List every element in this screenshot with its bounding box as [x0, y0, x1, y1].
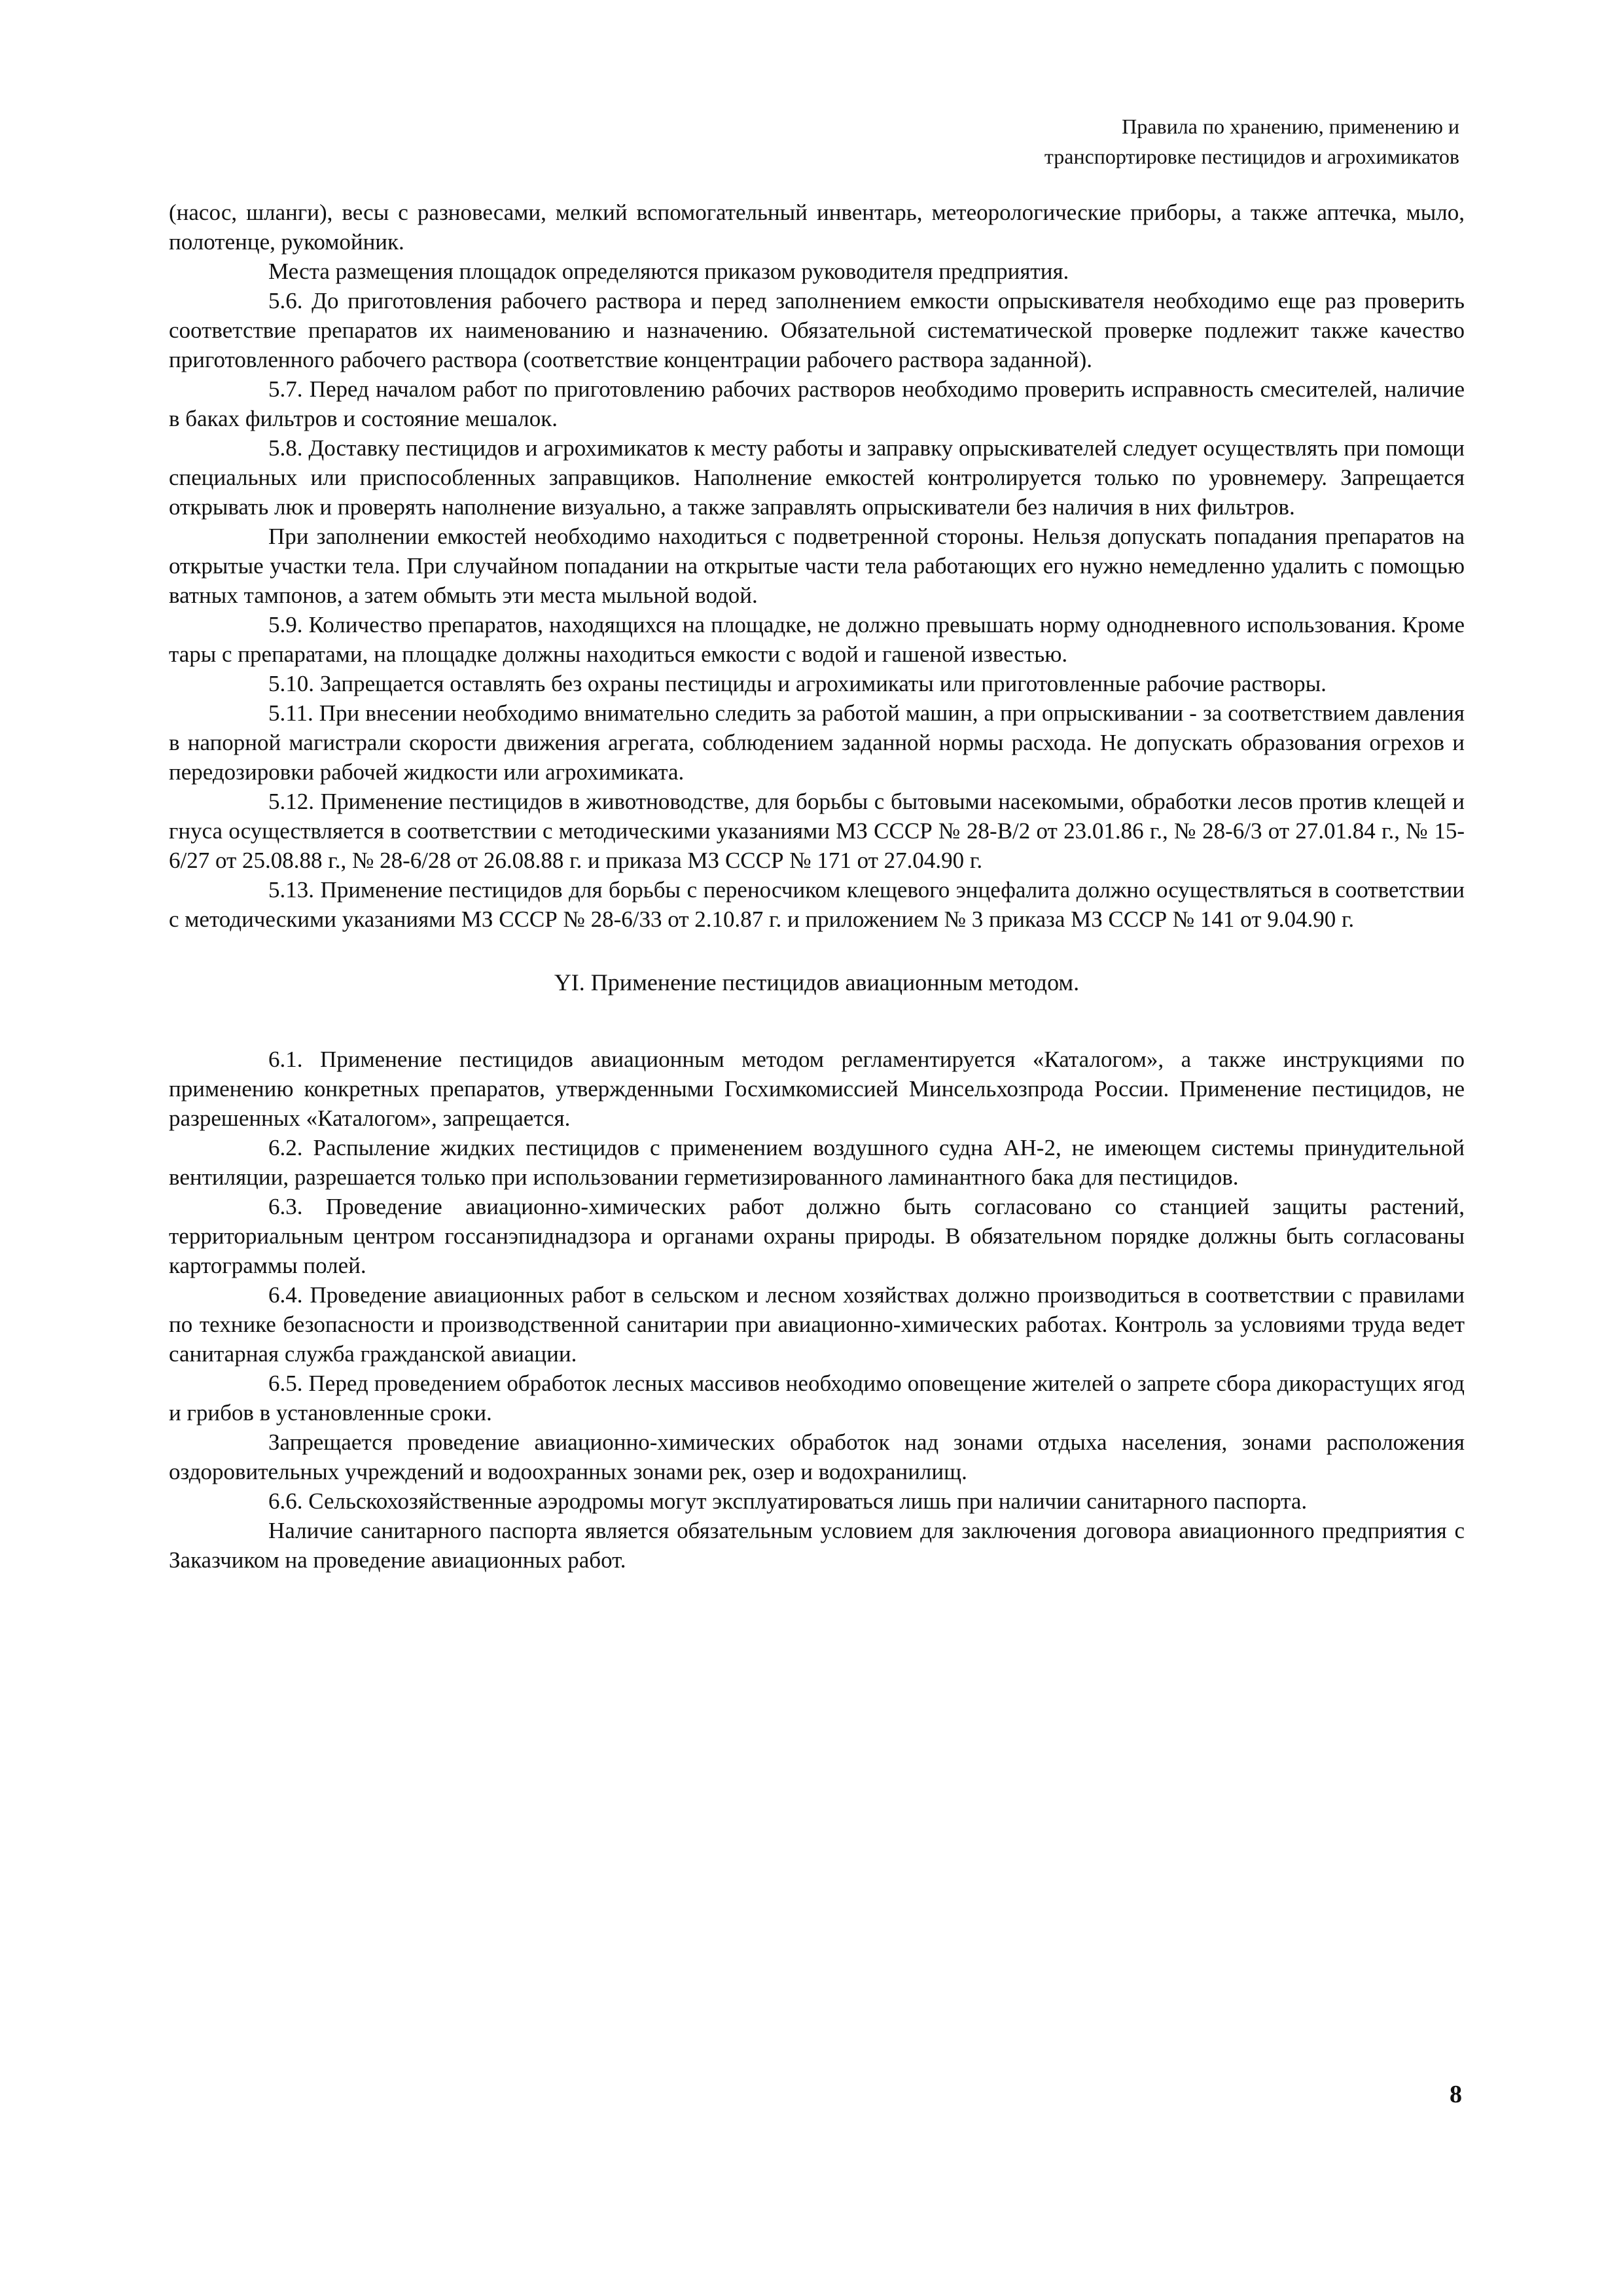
- paragraph-6-4: 6.4. Проведение авиационных работ в сельском и лесном хозяйствах должно производиться в соответствии с правилами по технике безопасности и производственной санитарии при авиационно-химических работах. Контроль за условиями труда ведет санитарная служба гражданской авиации.: [169, 1282, 1465, 1367]
- running-header-line-1: Правила по хранению, применению и: [1122, 115, 1459, 138]
- paragraph: При заполнении емкостей необходимо находиться с подветренной стороны. Нельзя допускать попадания препаратов на открытые участки тела. При случайном попадании на открытые части тела работающих его нужно немедленно удалить с помощью ватных тампонов, а затем обмыть эти места мыльной водой.: [169, 524, 1465, 608]
- paragraph-5-13: 5.13. Применение пестицидов для борьбы с переносчиком клещевого энцефалита должно осуществляться в соответствии с методическими указаниями МЗ СССР № 28-6/33 от 2.10.87 г. и приложением № 3 приказа МЗ СССР № 141 от 9.04.90 г.: [169, 877, 1465, 932]
- paragraph-6-3: 6.3. Проведение авиационно-химических работ должно быть согласовано со станцией защиты растений, территориальным центром госсанэпиднадзора и органами охраны природы. В обязательном порядке должны быть согласованы картограммы полей.: [169, 1194, 1465, 1278]
- paragraph: Места размещения площадок определяются приказом руководителя предприятия.: [268, 259, 1069, 284]
- paragraph-5-9: 5.9. Количество препаратов, находящихся на площадке, не должно превышать норму однодневного использования. Кроме тары с препаратами, на площадке должны находиться емкости с водой и гашеной известью.: [169, 612, 1465, 667]
- paragraph-5-11: 5.11. При внесении необходимо внимательно следить за работой машин, а при опрыскивании - за соответствием давления в напорной магистрали скорости движения агрегата, соблюдением заданной нормы расхода. Не допускать образования огрехов и передозировки рабочей жидкости или агрохимиката.: [169, 700, 1465, 785]
- paragraph-5-10: 5.10. Запрещается оставлять без охраны пестициды и агрохимикаты или приготовленные рабочие растворы.: [268, 671, 1327, 696]
- paragraph-6-2: 6.2. Распыление жидких пестицидов с применением воздушного судна АН-2, не имеющем системы принудительной вентиляции, разрешается только при использовании герметизированного ламинантного бака для пестицидов.: [169, 1135, 1465, 1190]
- paragraph: (насос, шланги), весы с разновесами, мелкий вспомогательный инвентарь, метеорологические приборы, а также аптечка, мыло, полотенце, рукомойник.: [169, 200, 1465, 255]
- paragraph-5-8: 5.8. Доставку пестицидов и агрохимикатов к месту работы и заправку опрыскивателей следует осуществлять при помощи специальных или приспособленных заправщиков. Наполнение емкостей контролируется только по уровнемеру. Запрещается открывать люк и проверять наполнение визуально, а также заправлять опрыскиватели без наличия в них фильтров.: [169, 435, 1465, 520]
- paragraph: Запрещается проведение авиационно-химических обработок над зонами отдыха населения, зонами расположения оздоровительных учреждений и водоохранных зонами рек, озер и водохранилищ.: [169, 1429, 1465, 1484]
- paragraph: Наличие санитарного паспорта является обязательным условием для заключения договора авиационного предприятия с Заказчиком на проведение авиационных работ.: [169, 1518, 1465, 1573]
- paragraph-6-1: 6.1. Применение пестицидов авиационным методом регламентируется «Каталогом», а также инструкциями по применению конкретных препаратов, утвержденными Госхимкомиссией Минсельхозпрода России. Применение пестицидов, не разрешенных «Каталогом», запрещается.: [169, 1047, 1465, 1131]
- body-text: [169, 198, 1465, 1575]
- paragraph-6-5: 6.5. Перед проведением обработок лесных массивов необходимо оповещение жителей о запрете сбора дикорастущих ягод и грибов в установленные сроки.: [169, 1371, 1465, 1426]
- paragraph-5-7: 5.7. Перед началом работ по приготовлению рабочих растворов необходимо проверить исправность смесителей, наличие в баках фильтров и состояние мешалок.: [169, 376, 1465, 431]
- paragraph-5-12: 5.12. Применение пестицидов в животноводстве, для борьбы с бытовыми насекомыми, обработки лесов против клещей и гнуса осуществляется в соответствии с методическими указаниями МЗ СССР № 28-В/2 от 23.01.86 г., № 28-6/3 от 27.01.84 г., № 15-6/27 от 25.08.88 г., № 28-6/28 от 26.08.88 г. и приказа МЗ СССР № 171 от 27.04.90 г.: [169, 789, 1465, 873]
- page-number: 8: [1450, 2081, 1462, 2108]
- paragraph-6-6: 6.6. Сельскохозяйственные аэродромы могут эксплуатироваться лишь при наличии санитарного паспорта.: [268, 1488, 1308, 1514]
- running-header-line-2: транспортировке пестицидов и агрохимикатов: [1044, 145, 1459, 168]
- section-heading: YI. Применение пестицидов авиационным методом.: [554, 969, 1080, 996]
- paragraph-5-6: 5.6. До приготовления рабочего раствора и перед заполнением емкости опрыскивателя необходимо еще раз проверить соответствие препаратов их наименованию и назначению. Обязательной систематической проверке подлежит также качество приготовленного рабочего раствора (соответствие концентрации рабочего раствора заданной).: [169, 288, 1465, 372]
- running-header: [674, 111, 1459, 171]
